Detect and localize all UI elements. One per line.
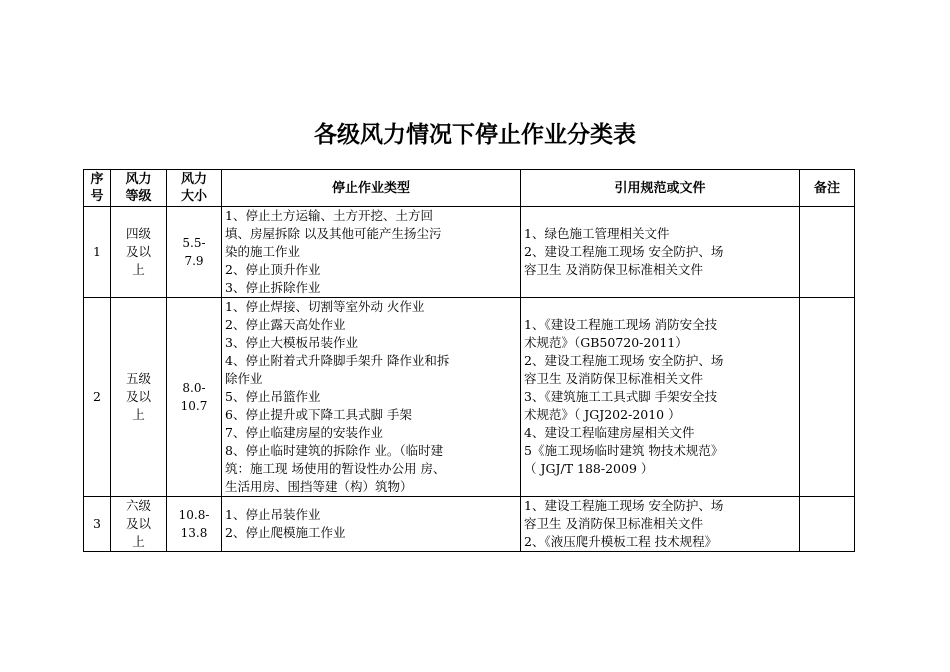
row-work-types: 1、停止土方运输、土方开挖、土方回 填、房屋拆除 以及其他可能产生扬尘污 染的施工作业 2、停止顶升作业 3、停止拆除作业 [222, 207, 521, 298]
header-references: 引用规范或文件 [521, 170, 800, 207]
row-index: 3 [84, 497, 111, 552]
table-row [84, 207, 855, 298]
row-work-types: 1、停止焊接、切割等室外动 火作业 2、停止露天高处作业 3、停止大模板吊装作业 4、停止附着式升降脚手架升 降作业和拆 除作业 5、停止吊篮作业 6、停止提升或下降工具式脚 手架 7、停止临建房屋的安装作业 8、停止临时建筑的拆除作 业。（临时建 筑：施工现 场使用的暂设性办公用 房、 生活用房、围挡等建（构）筑物） [222, 298, 521, 497]
row-wind-speed: 10.8- 13.8 [167, 497, 222, 552]
row-references: 1、《建设工程施工现场 消防安全技 术规范》（GB50720-2011） 2、建设工程施工现场 安全防护、场 容卫生 及消防保卫标准相关文件 3、《建筑施工工具式脚 手架安全技 术规范》（ JGJ202-2010 ） 4、建设工程临建房屋相关文件 5《施工现场临时建筑 物技术规范》 （ JGJ/T 188-2009 ） [521, 298, 800, 497]
row-index: 1 [84, 207, 111, 298]
table-header-row [84, 170, 855, 207]
wind-stop-work-table [83, 169, 855, 552]
row-references: 1、绿色施工管理相关文件 2、建设工程施工现场 安全防护、场 容卫生 及消防保卫标准相关文件 [521, 207, 800, 298]
row-note [800, 298, 855, 497]
page-title: 各级风力情况下停止作业分类表 [314, 121, 636, 148]
header-wind-speed: 风力 大小 [167, 170, 222, 207]
row-wind-speed: 8.0- 10.7 [167, 298, 222, 497]
header-index: 序 号 [84, 170, 111, 207]
row-references: 1、建设工程施工现场 安全防护、场 容卫生 及消防保卫标准相关文件 2、《液压爬升模板工程 技术规程》 [521, 497, 800, 552]
table-row [84, 497, 855, 552]
header-notes: 备注 [800, 170, 855, 207]
table-row [84, 298, 855, 497]
row-wind-speed: 5.5- 7.9 [167, 207, 222, 298]
header-wind-level: 风力 等级 [111, 170, 167, 207]
row-wind-level: 四级 及以 上 [111, 207, 167, 298]
header-work-types: 停止作业类型 [222, 170, 521, 207]
row-wind-level: 六级 及以 上 [111, 497, 167, 552]
row-note [800, 207, 855, 298]
row-work-types: 1、停止吊装作业 2、停止爬模施工作业 [222, 497, 521, 552]
row-index: 2 [84, 298, 111, 497]
row-wind-level: 五级 及以 上 [111, 298, 167, 497]
row-note [800, 497, 855, 552]
